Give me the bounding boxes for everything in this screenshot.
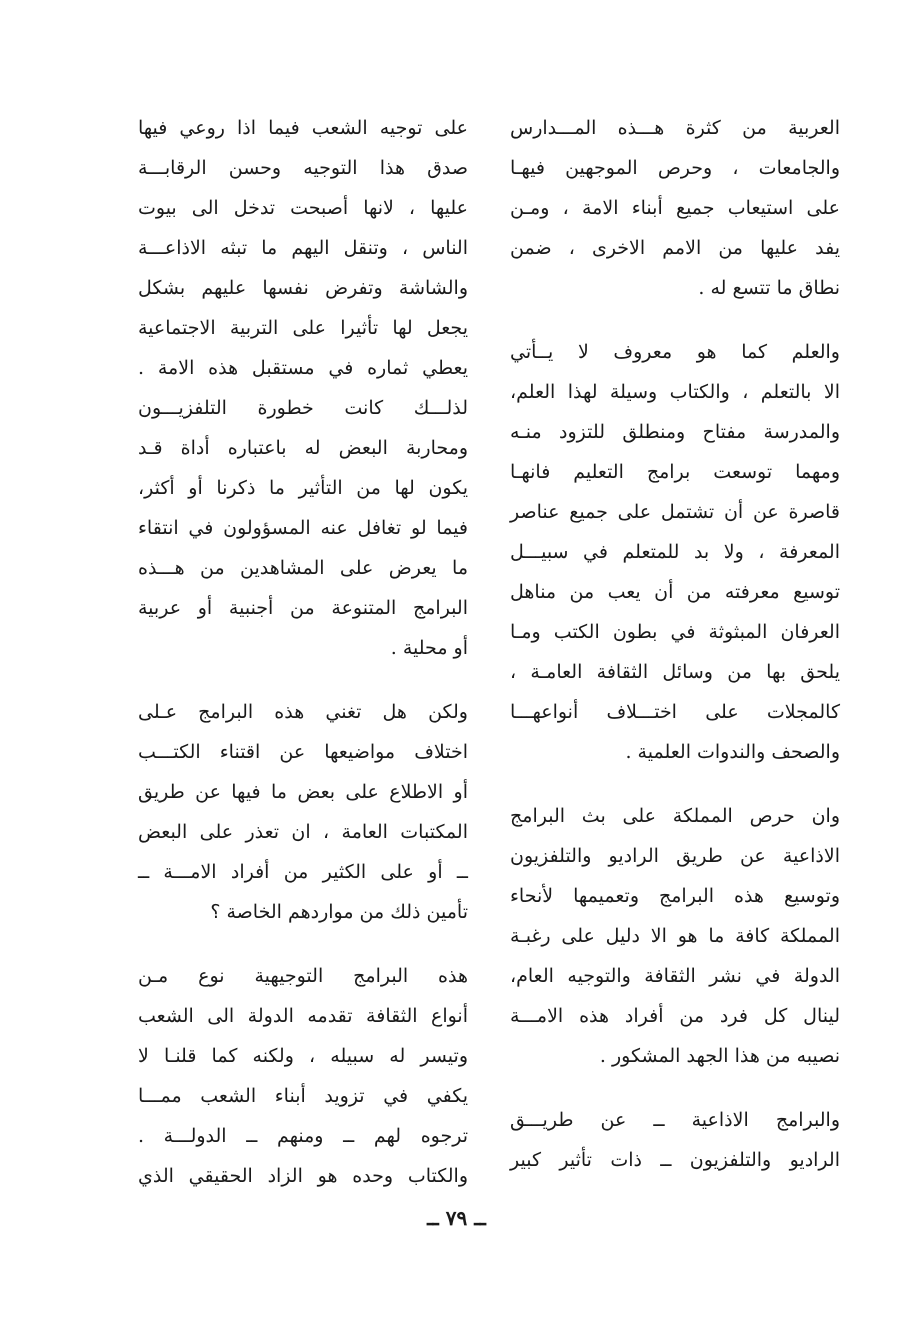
text-line: عليها ، لانها أصبحت تدخل الى بيوت bbox=[138, 197, 468, 219]
text-line: تأمين ذلك من مواردهم الخاصة ؟ bbox=[210, 901, 468, 923]
text-line: كالمجلات على اختـــلاف أنواعهـــا bbox=[510, 701, 840, 723]
text-line: صدق هذا التوجيه وحسن الرقابـــة bbox=[138, 157, 468, 179]
text-line: اختلاف مواضيعها عن اقتناء الكتـــب bbox=[138, 741, 468, 763]
paragraph bbox=[510, 1100, 840, 1180]
paragraph bbox=[510, 796, 840, 1076]
text-line: والبرامج الاذاعية ــ عن طريـــق bbox=[510, 1109, 840, 1131]
text-line: البرامج المتنوعة من أجنبية أو عربية bbox=[138, 597, 468, 619]
text-line: يعطي ثماره في مستقبل هذه الامة . bbox=[138, 357, 468, 379]
text-line: الراديو والتلفزيون ــ ذات تأثير كبير bbox=[510, 1149, 840, 1171]
text-line: أنواع الثقافة تقدمه الدولة الى الشعب bbox=[138, 1005, 468, 1027]
text-line: والصحف والندوات العلمية . bbox=[625, 741, 840, 763]
text-line: نطاق ما تتسع له . bbox=[698, 277, 840, 299]
text-line: يلحق بها من وسائل الثقافة العامـة ، bbox=[510, 661, 840, 683]
text-line: على توجيه الشعب فيما اذا روعي فيها bbox=[138, 117, 468, 139]
text-line: وتوسيع هذه البرامج وتعميمها لأنحاء bbox=[510, 885, 840, 907]
text-line: أو الاطلاع على بعض ما فيها عن طريق bbox=[138, 781, 468, 803]
text-line: والكتاب وحده هو الزاد الحقيقي الذي bbox=[138, 1165, 468, 1187]
text-line: ولكن هل تغني هذه البرامج عـلى bbox=[138, 701, 468, 723]
text-line: العربية من كثرة هـــذه المـــدارس bbox=[510, 117, 840, 139]
text-line: المكتبات العامة ، ان تعذر على البعض bbox=[138, 821, 468, 843]
right-column bbox=[510, 108, 840, 1204]
text-line: الا بالتعلم ، والكتاب وسيلة لهذا العلم، bbox=[510, 381, 840, 403]
text-line: المملكة كافة ما هو الا دليل على رغبـة bbox=[510, 925, 840, 947]
text-line: العرفان المبثوثة في بطون الكتب ومـا bbox=[510, 621, 840, 643]
text-line: والجامعات ، وحرص الموجهين فيهـا bbox=[510, 157, 840, 179]
text-line: يكون لها من التأثير ما ذكرنا أو أكثر، bbox=[138, 477, 468, 499]
text-line: المعرفة ، ولا بد للمتعلم في سبيـــل bbox=[510, 541, 840, 563]
paragraph bbox=[510, 108, 840, 308]
text-line: الدولة في نشر الثقافة والتوجيه العام، bbox=[510, 965, 840, 987]
text-line: ما يعرض على المشاهدين من هـــذه bbox=[138, 557, 468, 579]
text-line: لذلـــك كانت خطورة التلفزيـــون bbox=[138, 397, 468, 419]
page-number: ــ ٧٩ ــ bbox=[427, 1206, 486, 1230]
text-line: ــ أو على الكثير من أفراد الامـــة ــ bbox=[138, 861, 468, 883]
text-line: يكفي في تزويد أبناء الشعب ممـــا bbox=[138, 1085, 468, 1107]
text-line: ترجوه لهم ــ ومنهم ــ الدولـــة . bbox=[138, 1125, 468, 1147]
left-column bbox=[138, 108, 468, 1220]
text-line: نصيبه من هذا الجهد المشكور . bbox=[599, 1045, 840, 1067]
paragraph bbox=[510, 332, 840, 772]
text-line: والمدرسة مفتاح ومنطلق للتزود منـه bbox=[510, 421, 840, 443]
text-line: توسيع معرفته من أن يعب من مناهل bbox=[510, 581, 840, 603]
text-line: يفد عليها من الامم الاخرى ، ضمن bbox=[510, 237, 840, 259]
text-line: وان حرص المملكة على بث البرامج bbox=[510, 805, 840, 827]
paragraph bbox=[138, 108, 468, 668]
text-line: ومحاربة البعض له باعتباره أداة قـد bbox=[138, 437, 468, 459]
text-line: والشاشة وتفرض نفسها عليهم بشكل bbox=[138, 277, 468, 299]
text-line: فيما لو تغافل عنه المسؤولون في انتقاء bbox=[138, 517, 468, 539]
text-line: الاذاعية عن طريق الراديو والتلفزيون bbox=[510, 845, 840, 867]
text-line: هذه البرامج التوجيهية نوع مـن bbox=[138, 965, 468, 987]
text-line: والعلم كما هو معروف لا يــأتي bbox=[510, 341, 840, 363]
paragraph bbox=[138, 692, 468, 932]
text-line: ومهما توسعت برامج التعليم فانهـا bbox=[510, 461, 840, 483]
text-line: لينال كل فرد من أفراد هذه الامـــة bbox=[510, 1005, 840, 1027]
paragraph bbox=[138, 956, 468, 1196]
text-line: أو محلية . bbox=[390, 637, 468, 659]
text-line: وتيسر له سبيله ، ولكنه كما قلنـا لا bbox=[138, 1045, 468, 1067]
text-line: الناس ، وتنقل اليهم ما تبثه الاذاعـــة bbox=[138, 237, 468, 259]
text-line: قاصرة عن أن تشتمل على جميع عناصر bbox=[510, 501, 840, 523]
text-line: على استيعاب جميع أبناء الامة ، ومـن bbox=[510, 197, 840, 219]
text-line: يجعل لها تأثيرا على التربية الاجتماعية bbox=[138, 317, 468, 339]
